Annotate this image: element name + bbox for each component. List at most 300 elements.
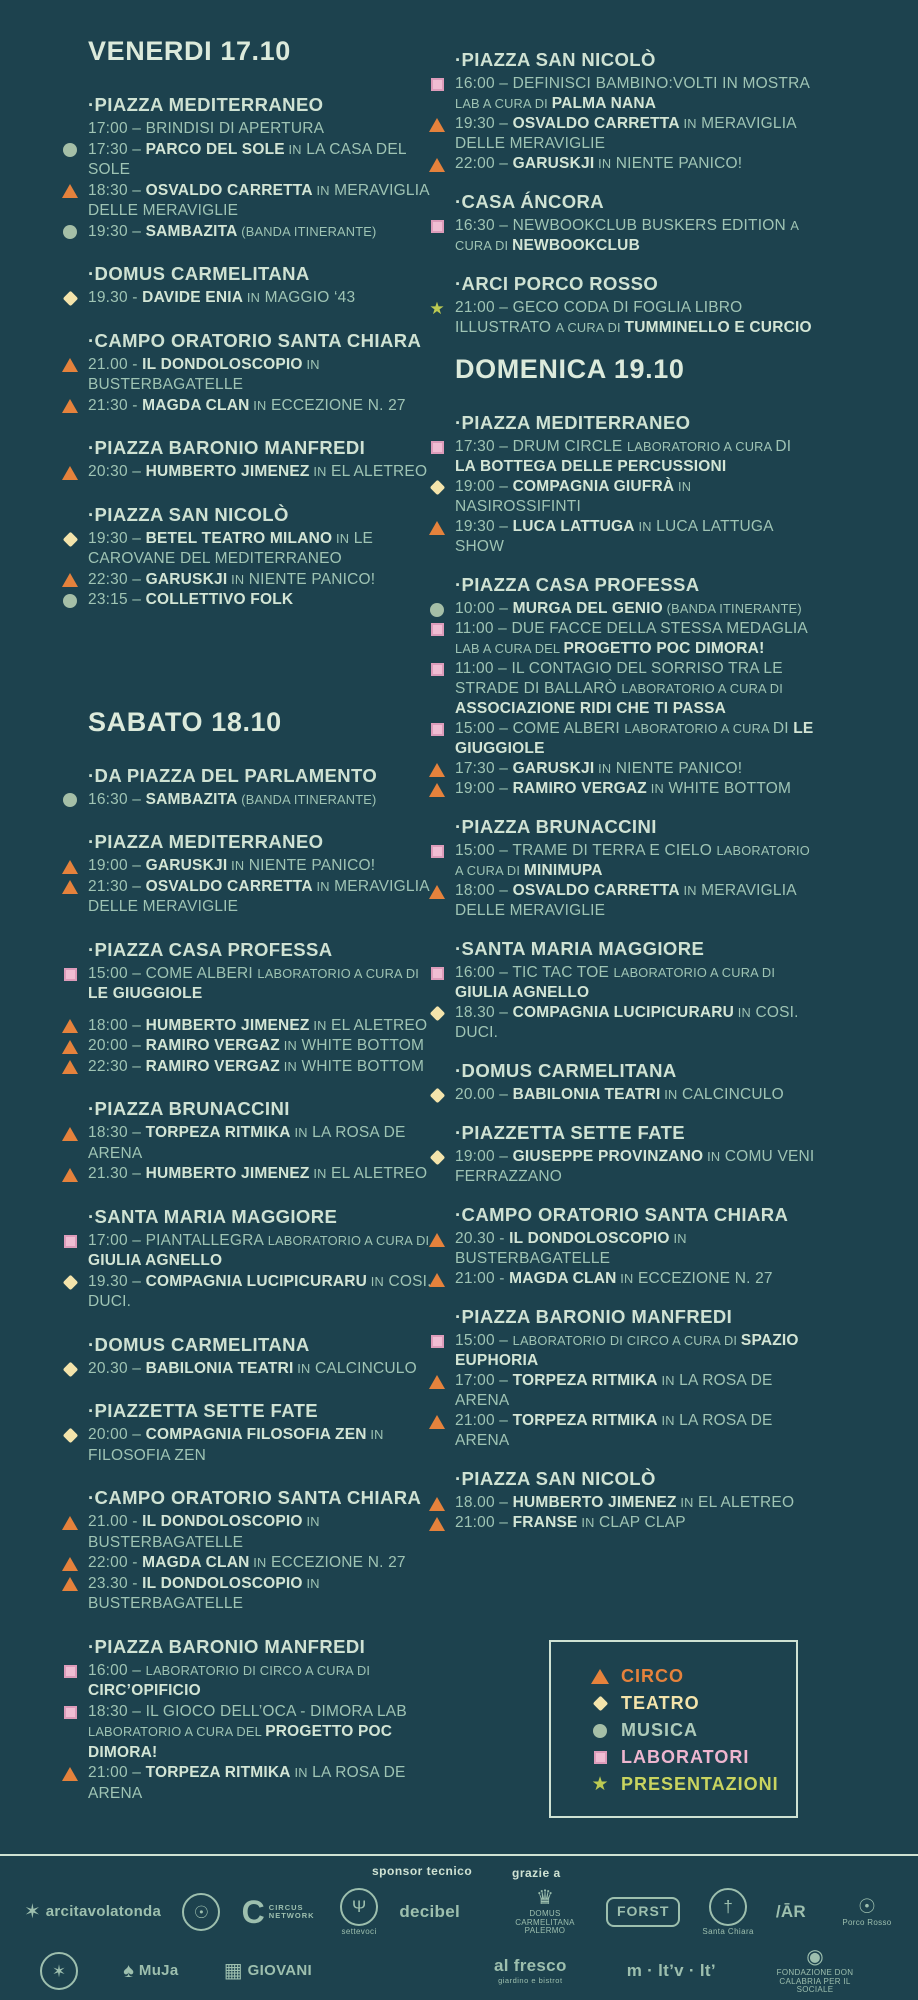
event-segment: IN [734,1005,751,1020]
event-segment: 21:00 – [455,1412,513,1429]
event-segment: IN [657,1413,675,1428]
venue-section [88,436,432,483]
event-segment: LUCA LATTUGA SHOW [455,518,773,555]
event-row [88,1553,432,1574]
event-segment: WHITE BOTTOM [663,780,792,797]
event-row [88,288,432,309]
event-segment: 19:30 – [455,115,513,132]
event-segment: IN [669,1231,687,1246]
event-row [88,1512,432,1553]
venue-name: ·SANTA MARIA MAGGIORE [88,1205,338,1227]
musica-icon [60,792,80,809]
event-segment: EL ALETREO [326,1165,428,1182]
venue-section [455,1203,815,1289]
event-text [455,1331,815,1371]
event-segment: IN [634,519,652,534]
event-segment: LABORATORIO A CURA DI [267,1232,430,1248]
venue-name: ·PIAZZA CASA PROFESSA [455,574,700,595]
event-text [88,1661,432,1702]
circo-icon [427,156,447,173]
venue-section [88,938,432,1078]
teatro-shape [62,1361,78,1377]
event-text [88,396,432,417]
event-segment: 21:30 - [88,396,143,414]
event-segment: FILOSOFIA ZEN [88,1446,207,1464]
event-segment: LABORATORIO A CURA DI [455,843,810,878]
arci-tavola-tonda-logo-glyph: ✶ [24,1901,41,1923]
event-segment: TORPEZA RITMIKA [145,1764,291,1781]
event-segment: 18:00 – [88,1016,146,1034]
event-segment: IN [290,1765,308,1780]
circo-icon [60,357,80,374]
event-row [88,590,432,611]
teatro-icon [427,479,447,496]
teatro-icon [427,1087,447,1104]
venue-name: ·PIAZZA CASA PROFESSA [88,938,333,960]
venue-section [455,1059,815,1105]
porco-rosso-logo-glyph: ☉ [857,1895,876,1918]
event-row [455,1003,815,1043]
event-segment: OSVALDO CARRETTA [512,115,680,132]
event-segment: 17:30 – [455,760,513,777]
event-row [455,1331,815,1371]
event-segment: 19:30 – [88,222,146,240]
event-segment: BETEL TEATRO MILANO [145,529,333,547]
laboratori-icon [60,1704,80,1721]
event-row [455,1371,815,1411]
event-segment: COSI. DUCI. [88,1272,432,1310]
event-segment: LABORATORIO A CURA DEL [88,1724,266,1739]
event-segment: NIENTE PANICO! [244,857,376,874]
event-row [455,1513,815,1533]
event-row [88,877,432,918]
event-text [455,517,815,557]
event-segment: LA ROSA DE ARENA [455,1372,773,1409]
musica-shape [593,1724,607,1738]
event-segment: OSVALDO CARRETTA [145,181,313,199]
event-segment: 22:00 – [455,155,513,172]
teatro-icon [60,290,80,307]
legend-label-circo: CIRCO [621,1666,684,1686]
fondazione-don-calabria-logo-glyph: ◉ [806,1945,824,1968]
event-segment: HUMBERTO JIMENEZ [145,1016,310,1034]
event-segment: NEWBOOKCLUB [512,237,640,254]
event-segment: OSVALDO CARRETTA [145,877,313,895]
circo-shape [62,399,78,413]
laboratori-shape [594,1751,607,1764]
circo-icon [427,883,447,900]
event-row [88,1036,432,1057]
event-text [88,590,432,611]
event-text [88,1763,432,1804]
circo-shape [62,860,78,874]
event-segment: 23.30 - [88,1574,143,1592]
presentazioni-icon [587,1775,613,1795]
event-segment: TORPEZA RITMIKA [512,1372,658,1389]
venue-name: ·PIAZZA BRUNACCINI [455,816,657,837]
event-segment: IN [227,571,245,587]
laurel-logo [40,1952,78,1990]
presentazioni-icon [427,300,447,317]
event-segment: ECCEZIONE N. 27 [266,1554,406,1571]
legend-label-presentazioni: PRESENTAZIONI [621,1774,779,1794]
forst-logo [606,1897,680,1926]
event-segment: IN [676,1495,694,1510]
event-segment: BUSTERBAGATELLE [88,1595,244,1612]
laboratori-shape [431,967,444,980]
event-segment: IN [660,1087,678,1102]
legend-item-laboratori [587,1747,796,1768]
event-segment: IL DONDOLOSCOPIO [142,1574,303,1592]
circus-network-logo [242,1896,319,1928]
event-segment: LA ROSA DE ARENA [88,1124,406,1162]
event-segment: TUMMINELLO E CURCIO [624,319,812,336]
event-row [88,1123,432,1164]
venue-section [455,1305,815,1451]
event-segment: 21.30 – [88,1165,146,1182]
event-row [88,119,432,140]
event-segment: 22:30 – [88,1057,146,1075]
circo-shape [62,1019,78,1033]
logo-text: decibel [399,1901,460,1921]
event-row [88,355,432,396]
musica-shape [430,603,444,617]
event-segment: RAMIRO VERGAZ [512,780,647,797]
event-text [455,216,815,256]
event-segment: 15:00 – COME ALBERI [88,964,258,982]
event-segment: MAGGIO ‘43 [260,289,356,306]
venue-name: ·DOMUS CARMELITANA [455,1060,677,1081]
venue-section [455,815,815,921]
circo-icon [60,879,80,896]
event-segment: PROGETTO POC DIMORA! [563,640,765,657]
event-text [88,1123,432,1164]
event-segment: IL DONDOLOSCOPIO [142,355,303,373]
circus-network-logo-glyph: C [241,1894,265,1930]
laboratori-icon [427,1333,447,1350]
event-segment: LABORATORIO DI CIRCO A CURA DI [145,1662,371,1678]
circo-icon [60,858,80,875]
event-segment: BUSTERBAGATELLE [88,376,244,393]
logo-text: m · lt’v · lt’ [626,1960,716,1980]
teatro-shape [62,1274,78,1290]
event-segment: LA CASA DEL SOLE [88,140,407,178]
event-text [88,856,432,877]
event-segment: PARCO DEL SOLE [145,140,285,158]
teatro-shape [429,1006,445,1022]
venue-name: ·PIAZZA MEDITERRANEO [88,831,324,852]
event-text [455,759,815,779]
circo-icon [427,519,447,536]
venue-section [88,93,432,242]
musica-icon [60,224,80,241]
event-segment: IN [366,1427,384,1442]
teatro-shape [429,1150,445,1166]
event-segment: 11:00 – DUE FACCE DELLA STESSA MEDAGLIA [455,620,808,637]
event-text [455,841,815,881]
event-segment: HUMBERTO JIMENEZ [145,463,310,480]
logo-text: GIOVANI [247,1961,312,1979]
event-segment: IN [227,858,245,873]
event-segment: MERAVIGLIA DELLE MERAVIGLIE [455,882,796,919]
legend-item-musica [587,1720,796,1741]
santa-chiara-logo-glyph: † [709,1888,747,1926]
laboratori-icon [427,621,447,638]
venue-section [455,48,815,174]
event-segment: MAGDA CLAN [509,1270,617,1287]
event-segment: 17:00 – PIANTALLEGRA [88,1231,268,1249]
legend-label-laboratori: LABORATORI [621,1747,750,1767]
event-text [455,1229,815,1269]
circo-icon [427,761,447,778]
event-segment: IN [302,356,320,372]
event-text [455,477,815,517]
event-row [88,790,432,811]
venue-name: ·CASA ÁNCORA [455,191,605,212]
event-segment: MERAVIGLIA DELLE MERAVIGLIE [88,877,429,915]
event-row [88,1231,432,1272]
event-segment: 17:00 – BRINDISI DI APERTURA [88,120,325,137]
event-segment: MERAVIGLIA DELLE MERAVIGLIE [88,181,429,219]
circo-shape [62,466,78,480]
event-segment: IN [309,464,327,479]
event-segment: HUMBERTO JIMENEZ [512,1494,677,1511]
event-segment: SAMBAZITA [145,222,238,240]
event-segment: LA BOTTEGA DELLE PERCUSSIONI [455,458,727,475]
event-row [455,437,815,477]
event-segment: NASIROSSIFINTI [455,498,581,515]
event-segment: 21:00 – [455,1514,513,1531]
legend-item-circo [587,1666,796,1687]
teatro-icon [60,1361,80,1378]
laboratori-icon [427,843,447,860]
event-text [455,1493,815,1513]
event-row [455,759,815,779]
venue-name: ·PIAZZA SAN NICOLÒ [88,503,289,525]
logo-text: FORST [606,1897,680,1926]
schedule-column-1 [88,36,432,1824]
circo-icon [60,1765,80,1782]
circo-icon [60,572,80,589]
event-text [455,1147,815,1187]
laboratori-icon [60,1663,80,1680]
event-row [455,599,815,619]
event-segment: 21:00 – GECO CODA DI FOGLIA LIBRO ILLUSTRATO [455,299,743,336]
sponsor-tecnico-label: sponsor tecnico [372,1864,473,1878]
logo-text: FONDAZIONE DON CALABRIA PER IL SOCIALE [776,1967,854,1995]
event-segment: COMPAGNIA FILOSOFIA ZEN [145,1426,367,1443]
event-segment: 16:30 – NEWBOOKCLUB BUSKERS EDITION [455,217,791,234]
event-segment: IN [674,479,692,494]
event-row [88,964,432,1005]
circo-shape [62,1060,78,1074]
event-text [88,119,432,140]
event-text [88,529,432,570]
circo-shape [62,1557,78,1571]
laboratori-shape [431,663,444,676]
venue-name: ·CAMPO ORATORIO SANTA CHIARA [88,329,422,351]
event-segment: IN [679,883,697,898]
event-segment: ASSOCIAZIONE RIDI CHE TI PASSA [455,700,726,717]
laboratori-icon [427,439,447,456]
event-segment: PALMA NANA [551,95,657,112]
day-title: SABATO 18.10 [88,706,282,737]
venue-name: ·ARCI PORCO ROSSO [455,273,659,294]
venue-name: ·PIAZZA BARONIO MANFREDI [455,1306,733,1327]
circo-shape [62,1577,78,1591]
circo-shape [429,521,445,535]
event-row [88,181,432,222]
event-segment: LABORATORIO A CURA DI [621,681,784,696]
event-text [88,964,432,1005]
muja-logo [123,1961,178,1981]
legend-label-musica: MUSICA [621,1720,698,1740]
musica-shape [63,143,77,157]
laboratori-shape [431,723,444,736]
porco-rosso-logo [828,1897,906,1928]
event-text [88,1512,432,1553]
circo-shape [62,1516,78,1530]
event-segment: BABILONIA TEATRI [145,1359,294,1377]
venue-name: ·SANTA MARIA MAGGIORE [455,938,705,959]
laboratori-shape [431,441,444,454]
venue-section [455,937,815,1043]
event-segment: IN [616,1271,634,1286]
domus-carmelitana-palermo-logo [506,1888,584,1936]
event-segment: BUSTERBAGATELLE [88,1533,244,1551]
event-segment: 18.00 – [455,1494,513,1511]
circo-shape [62,573,78,587]
event-segment: LE CAROVANE DEL MEDITERRANEO [88,529,374,567]
circo-shape [429,1375,445,1389]
laboratori-icon [427,661,447,678]
event-row [88,140,432,181]
event-text [455,779,815,799]
venue-name: ·PIAZZA BARONIO MANFREDI [88,437,366,458]
circo-shape [429,158,445,172]
logo-text: arcitavolatonda [45,1902,162,1920]
circo-shape [429,1497,445,1511]
laboratori-icon [427,218,447,235]
circo-shape [429,783,445,797]
circo-shape [62,358,78,372]
event-segment: IN [284,141,302,157]
circo-icon [60,1125,80,1142]
event-segment: IN [290,1125,308,1140]
event-segment: 19:00 – [455,1148,513,1165]
circo-icon [587,1667,613,1687]
event-segment: IN [293,1360,311,1376]
event-row [88,1164,432,1185]
event-segment: LABORATORIO A CURA DI [257,965,420,981]
teatro-icon [60,1274,80,1291]
event-segment: IN [249,1555,267,1570]
presentazioni-shape: ★ [429,299,445,318]
event-row [88,1425,432,1466]
teatro-icon [587,1694,613,1714]
event-segment: IN [279,1038,297,1053]
event-segment: 19:30 – [455,518,513,535]
circo-shape [62,1040,78,1054]
event-segment: NIENTE PANICO! [611,155,743,172]
event-segment: LAB A CURA DEL [455,641,564,656]
event-text [455,1411,815,1451]
event-segment: GARUSKJI [145,570,228,588]
event-text [88,181,432,222]
laboratori-shape [431,220,444,233]
event-text [88,222,432,243]
event-text [88,140,432,181]
event-segment: COMU VENI FERRAZZANO [455,1148,815,1185]
logo-text: MuJa [138,1961,179,1979]
event-row [88,1702,432,1764]
event-segment: COMPAGNIA GIUFRÀ [512,478,675,495]
circo-shape [62,1168,78,1182]
presentazioni-shape: ★ [591,1774,609,1795]
event-row [429,298,815,338]
event-segment: IN [594,156,612,171]
teatro-shape [62,291,78,307]
event-segment: (BANDA ITINERANTE) [237,791,377,807]
event-segment: A CURA DI [455,218,799,253]
event-row [88,1272,432,1313]
event-segment: CIRC’OPIFICIO [88,1682,201,1699]
event-row [455,1411,815,1451]
event-segment: COMPAGNIA LUCIPICURARU [512,1004,735,1021]
event-segment: IN [577,1515,595,1530]
event-text [88,1272,432,1313]
event-row [455,74,815,114]
event-segment: TORPEZA RITMIKA [512,1412,658,1429]
event-segment: EL ALETREO [693,1494,795,1511]
event-row [88,222,432,243]
event-text [455,619,815,659]
venue-section [455,1467,815,1533]
circo-shape [429,118,445,132]
event-segment: 17:00 – [455,1372,513,1389]
legend-item-presentazioni [587,1774,796,1795]
event-text [88,1164,432,1185]
venue-name: ·DOMUS CARMELITANA [88,1333,310,1355]
circo-icon [60,183,80,200]
event-row [455,659,815,719]
footer-logos-row2-right [494,1946,854,1996]
footer-logos-row1-right [506,1882,906,1942]
arci-tavola-tonda-logo [24,1902,161,1922]
event-text [455,1513,815,1533]
event-segment: 19:30 – [88,529,146,547]
event-segment: 16:00 – DEFINISCI BAMBINO:VOLTI IN MOSTRA [455,75,810,92]
event-segment: 21:30 – [88,877,146,895]
event-segment: DI [772,720,794,737]
musica-icon [60,592,80,609]
event-segment: IN [657,1373,675,1388]
venue-section [88,1635,432,1805]
teatro-shape [62,531,78,547]
event-segment: SPAZIO EUPHORIA [455,1332,799,1369]
laboratori-icon [427,76,447,93]
event-segment: (BANDA ITINERANTE) [662,601,802,616]
event-row [455,1269,815,1289]
event-segment: WHITE BOTTOM [296,1057,425,1075]
event-row [88,1057,432,1078]
event-row [455,881,815,921]
laboratori-shape [64,1235,77,1248]
laboratori-icon [427,721,447,738]
teatro-shape [62,1428,78,1444]
event-segment: GIUSEPPE PROVINZANO [512,1148,704,1165]
event-segment: IN [302,1575,320,1591]
